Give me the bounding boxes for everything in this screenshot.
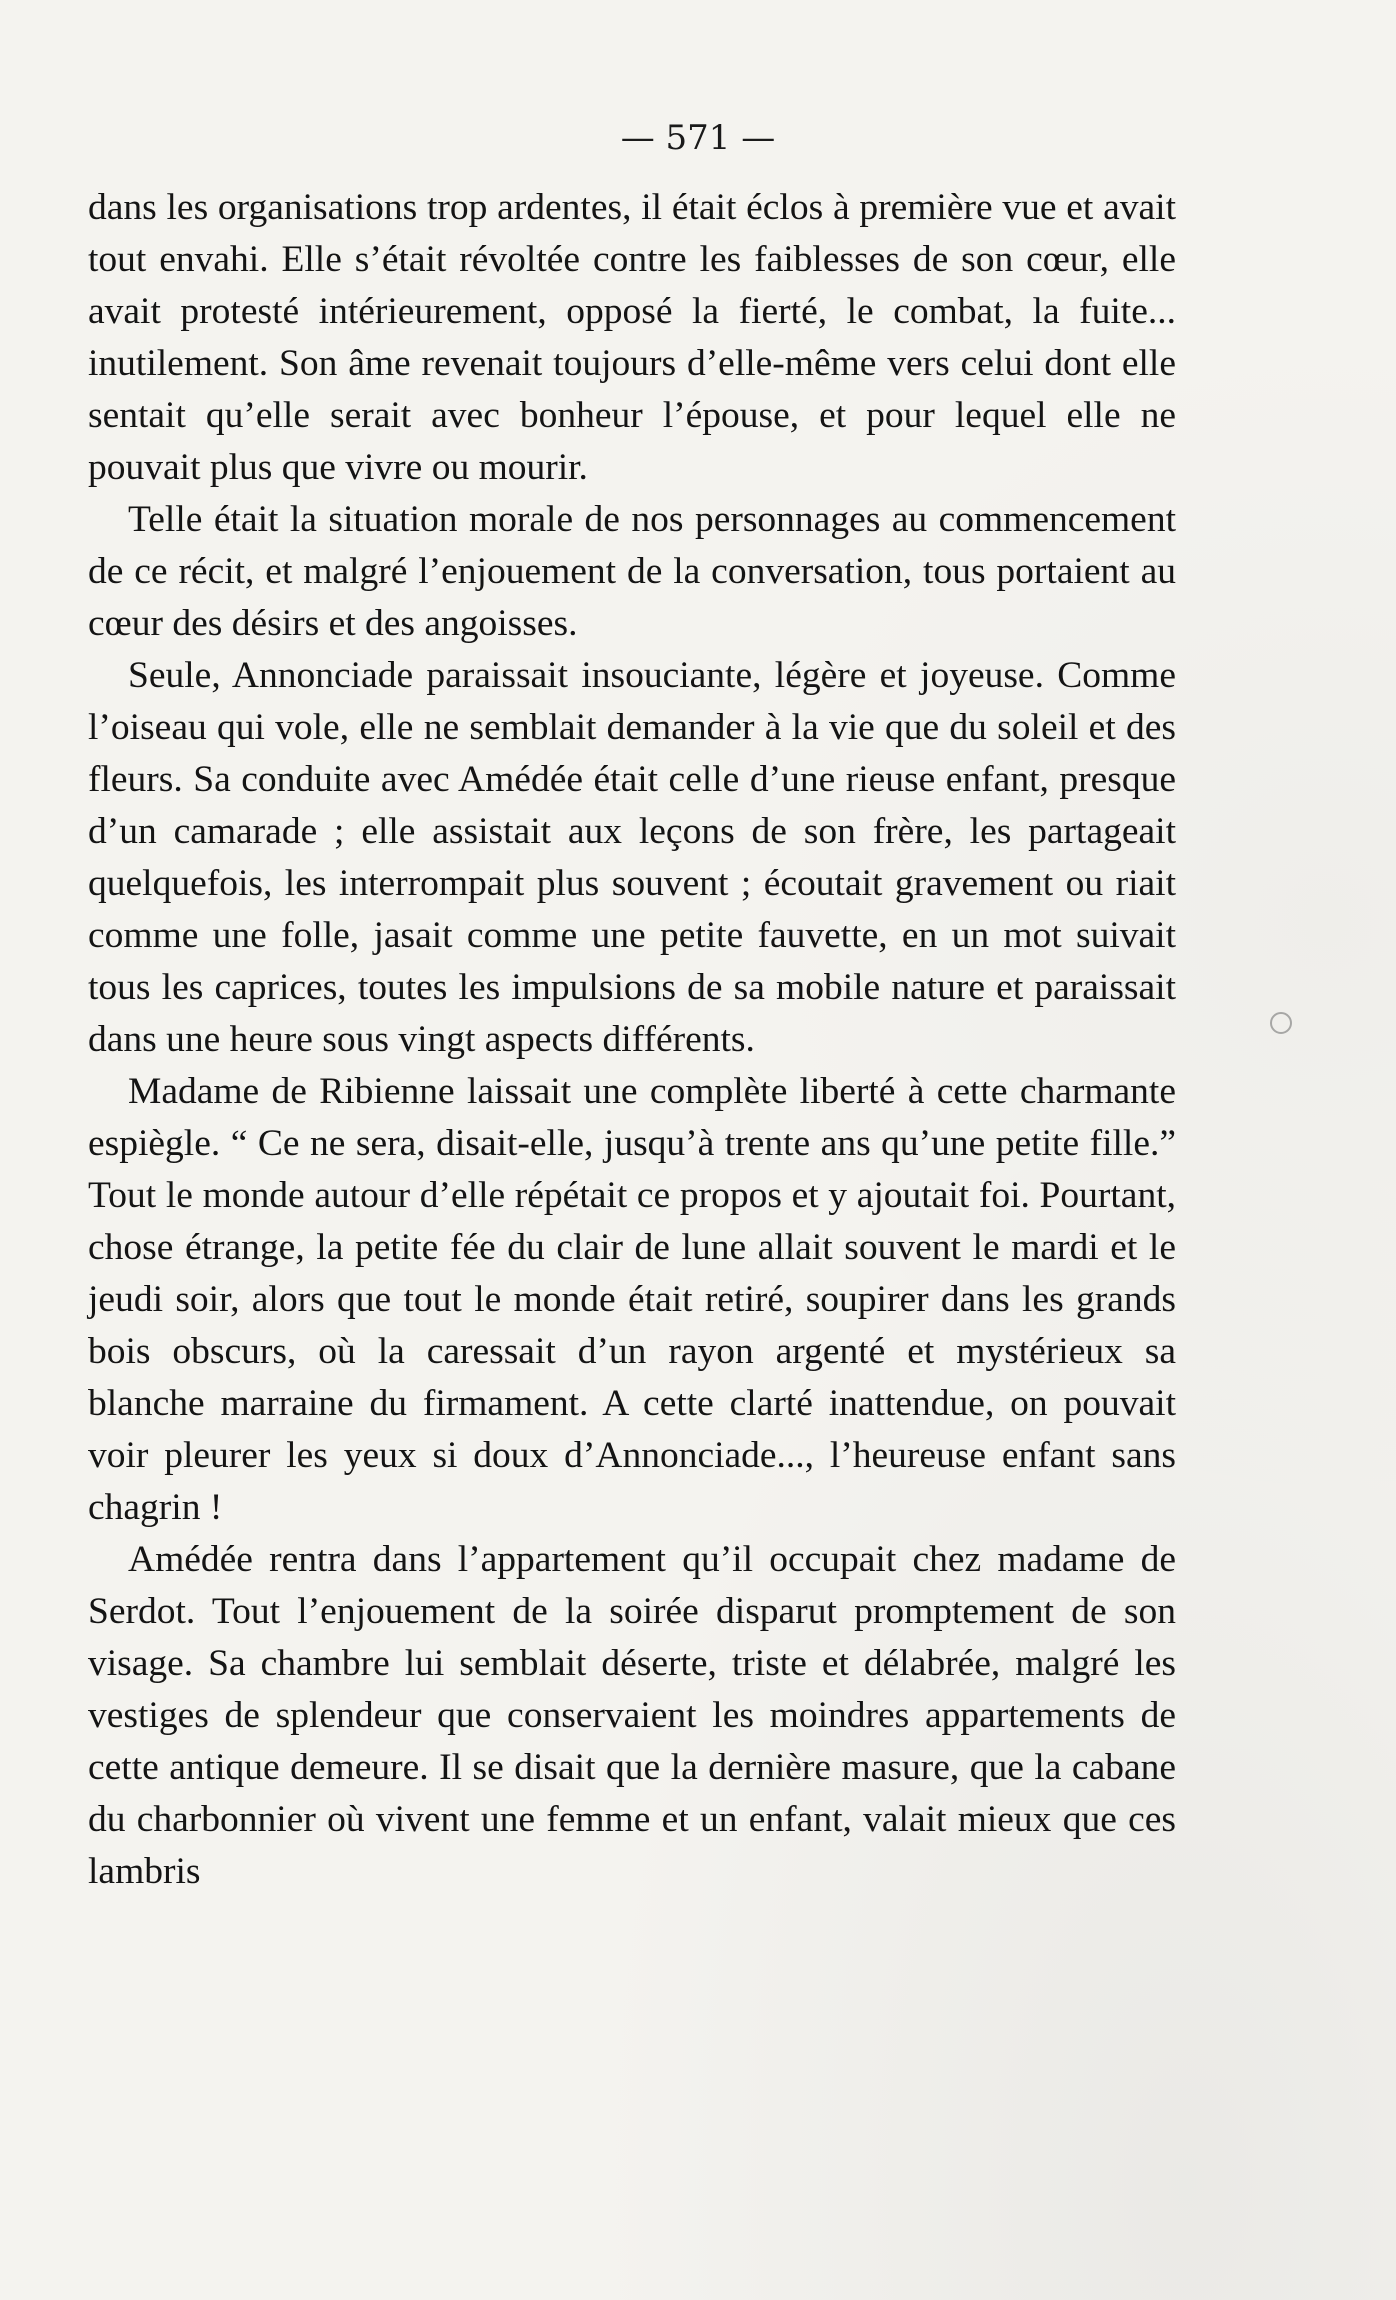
paragraph-continued: dans les organisations trop ardentes, il était éclos à première vue et avait tout envahi. Elle s’était révoltée contre les faiblesses de son cœur, elle avait protesté intérieurement, opposé la fierté, le combat, la fuite... inutilement. Son âme revenait toujours d’elle-même vers celui dont elle sentait qu’elle serait avec bonheur l’épouse, et pour lequel elle ne pouvait plus que vivre ou mourir.	[88, 187, 1176, 488]
paragraph: Telle était la situation morale de nos personnages au commencement de ce récit, et malgré l’enjouement de la conversation, tous portaient au cœur des désirs et des angoisses.	[88, 499, 1176, 644]
paragraph: Madame de Ribienne laissait une complète liberté à cette charmante espiègle. “ Ce ne sera, disait-elle, jusqu’à trente ans qu’une petite fille.” Tout le monde autour d’elle répétait ce propos et y ajoutait foi. Pourtant, chose étrange, la petite fée du clair de lune allait souvent le mardi et le jeudi soir, alors que tout le monde était retiré, soupirer dans les grands bois obscurs, où la caressait d’un rayon argenté et mystérieux sa blanche marraine du firmament. A cette clarté inattendue, on pouvait voir pleurer les yeux si doux d’Annonciade..., l’heureuse enfant sans chagrin !	[88, 1071, 1176, 1528]
body-text	[88, 182, 1176, 1898]
paragraph: Amédée rentra dans l’appartement qu’il occupait chez madame de Serdot. Tout l’enjouement de la soirée disparut promptement de son visage. Sa chambre lui semblait déserte, triste et délabrée, malgré les vestiges de splendeur que conservaient les moindres appartements de cette antique demeure. Il se disait que la dernière masure, que la cabane du charbonnier où vivent une femme et un enfant, valait mieux que ces lambris	[88, 1539, 1176, 1892]
page-number: — 571 —	[620, 118, 776, 158]
paragraph: Seule, Annonciade paraissait insouciante, légère et joyeuse. Comme l’oiseau qui vole, elle ne semblait demander à la vie que du soleil et des fleurs. Sa conduite avec Amédée était celle d’une rieuse enfant, presque d’un camarade ; elle assistait aux leçons de son frère, les partageait quelquefois, les interrompait plus souvent ; écoutait gravement ou riait comme une folle, jasait comme une petite fauvette, en un mot suivait tous les caprices, toutes les impulsions de sa mobile nature et paraissait dans une heure sous vingt aspects différents.	[88, 655, 1176, 1060]
ink-speck-mark	[1270, 1012, 1292, 1034]
